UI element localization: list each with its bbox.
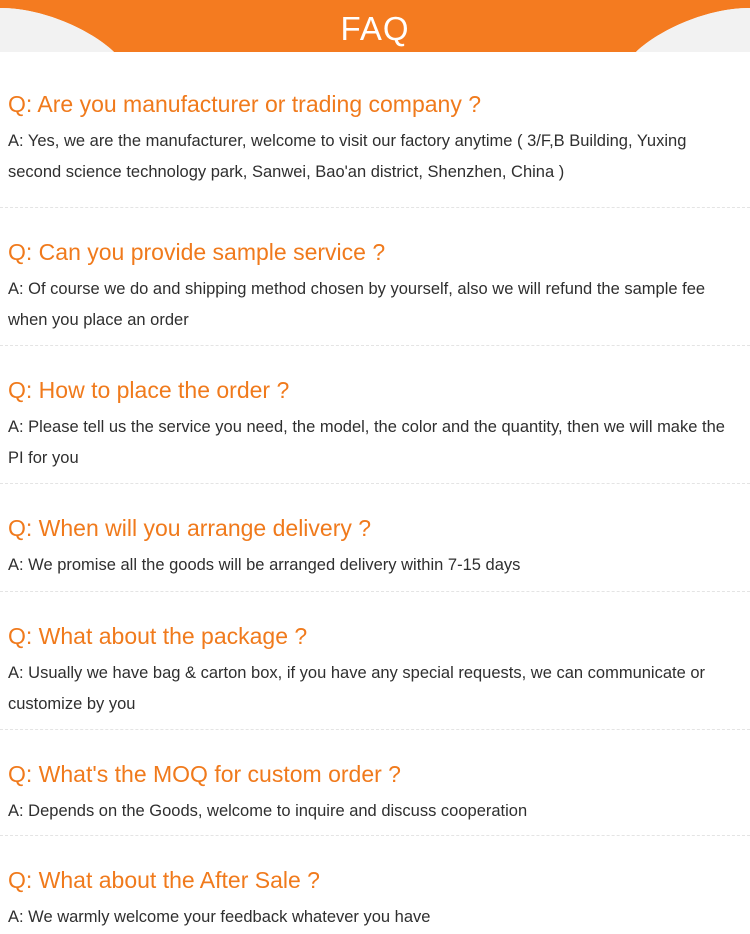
faq-item	[0, 346, 750, 484]
faq-question: Q: Are you manufacturer or trading company ?	[8, 91, 482, 117]
faq-question: Q: When will you arrange delivery ?	[8, 515, 372, 541]
faq-answer: A: Of course we do and shipping method chosen by yourself, also we will refund the sample fee when you place an order	[8, 280, 706, 329]
faq-question: Q: What about the After Sale ?	[8, 867, 320, 893]
faq-answer: A: We warmly welcome your feedback whatever you have	[8, 908, 431, 926]
page-title: FAQ	[340, 10, 410, 47]
faq-answer: A: We promise all the goods will be arranged delivery within 7-15 days	[8, 556, 521, 574]
faq-answer: A: Usually we have bag & carton box, if you have any special requests, we can communicate or customize by you	[8, 664, 706, 713]
faq-question: Q: How to place the order ?	[8, 377, 290, 403]
faq-item	[0, 484, 750, 592]
faq-item	[0, 208, 750, 346]
faq-question: Q: What about the package ?	[8, 623, 308, 649]
faq-item	[0, 592, 750, 730]
faq-question: Q: What's the MOQ for custom order ?	[8, 761, 401, 787]
faq-answer: A: Yes, we are the manufacturer, welcome to visit our factory anytime ( 3/F,B Building, Yuxing second science technology park, Sanwei, Bao'an district, Shenzhen, China )	[8, 132, 687, 181]
faq-item	[0, 836, 750, 932]
faq-answer: A: Please tell us the service you need, the model, the color and the quantity, then we will make the PI for you	[8, 418, 725, 467]
faq-item	[0, 60, 750, 208]
faq-banner	[0, 0, 750, 60]
faq-question: Q: Can you provide sample service ?	[8, 239, 386, 265]
faq-list	[0, 60, 750, 932]
faq-item	[0, 730, 750, 836]
faq-answer: A: Depends on the Goods, welcome to inquire and discuss cooperation	[8, 802, 528, 820]
